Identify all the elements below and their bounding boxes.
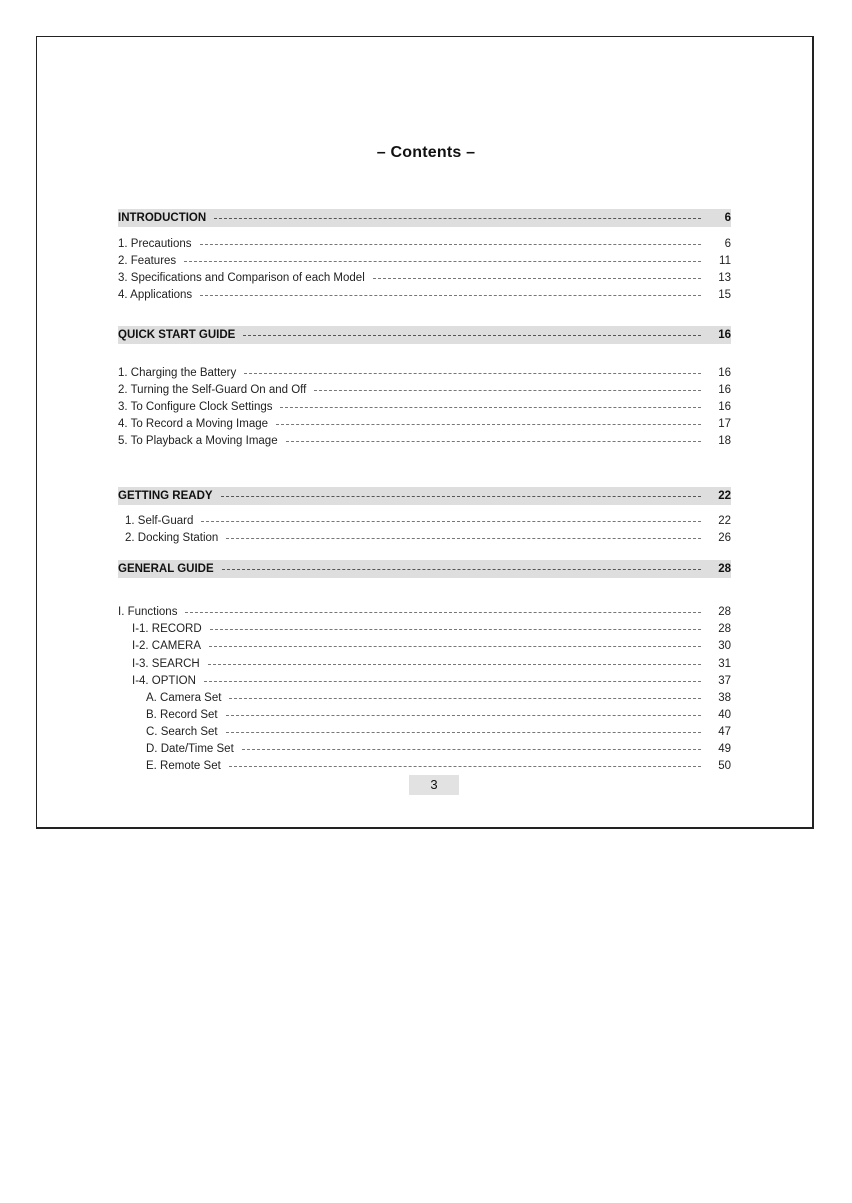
toc-entry-label: I-3. SEARCH: [132, 658, 200, 670]
toc-entry-label: I-2. CAMERA: [132, 640, 202, 652]
toc-entry-page: 16: [718, 367, 731, 379]
toc-entry[interactable]: [118, 269, 731, 287]
dotted-leader: [226, 715, 701, 716]
toc-entry[interactable]: [132, 620, 731, 638]
toc-entry[interactable]: [132, 672, 731, 690]
toc-entry[interactable]: [146, 689, 731, 707]
dotted-leader: [209, 646, 701, 647]
toc-entry-label: INTRODUCTION: [118, 212, 207, 224]
toc-entry-page: 28: [718, 606, 731, 618]
toc-entry-label: GETTING READY: [118, 490, 213, 502]
toc-entry-label: 2. Turning the Self-Guard On and Off: [118, 384, 307, 396]
dotted-leader: [222, 569, 701, 570]
dotted-leader: [208, 664, 701, 665]
toc-entry-page: 47: [718, 726, 731, 738]
toc-entry-label: I. Functions: [118, 606, 178, 618]
dotted-leader: [226, 538, 701, 539]
toc-entry-page: 11: [719, 255, 731, 267]
dotted-leader: [201, 521, 701, 522]
toc-entry[interactable]: [146, 723, 731, 741]
toc-entry[interactable]: [118, 415, 731, 433]
dotted-leader: [244, 373, 701, 374]
toc-entry[interactable]: [146, 740, 731, 758]
toc-entry-page: 16: [718, 401, 731, 413]
toc-entry-label: 1. Charging the Battery: [118, 367, 237, 379]
toc-entry[interactable]: [118, 235, 731, 253]
toc-entry[interactable]: [125, 512, 731, 530]
dotted-leader: [184, 261, 701, 262]
toc-section-introduction[interactable]: [118, 209, 731, 227]
toc-entry-label: 4. Applications: [118, 289, 193, 301]
toc-entry-page: 16: [718, 329, 731, 341]
toc-entry-page: 28: [718, 563, 731, 575]
toc-entry-label: 1. Self-Guard: [125, 515, 194, 527]
dotted-leader: [314, 390, 701, 391]
toc-entry[interactable]: [118, 381, 731, 399]
toc-entry-page: 30: [718, 640, 731, 652]
dotted-leader: [210, 629, 701, 630]
dotted-leader: [200, 295, 701, 296]
toc-entry-label: 2. Docking Station: [125, 532, 219, 544]
page-title: – Contents –: [376, 144, 476, 161]
dotted-leader: [204, 681, 701, 682]
dotted-leader: [276, 424, 701, 425]
toc-section-quick-start-guide[interactable]: [118, 326, 731, 344]
toc-entry-label: 2. Features: [118, 255, 177, 267]
toc-entry-page: 31: [718, 658, 731, 670]
toc-entry[interactable]: [132, 637, 731, 655]
dotted-leader: [286, 441, 701, 442]
toc-entry-label: E. Remote Set: [146, 760, 221, 772]
toc-entry-label: I-1. RECORD: [132, 623, 202, 635]
dotted-leader: [242, 749, 701, 750]
toc-entry[interactable]: [146, 706, 731, 724]
toc-entry-page: 17: [718, 418, 731, 430]
toc-entry[interactable]: [125, 529, 731, 547]
toc-section-getting-ready[interactable]: [118, 487, 731, 505]
page-number: 3: [409, 775, 459, 795]
toc-entry-label: D. Date/Time Set: [146, 743, 234, 755]
toc-entry-page: 49: [718, 743, 731, 755]
dotted-leader: [229, 698, 701, 699]
toc-entry[interactable]: [118, 603, 731, 621]
toc-entry[interactable]: [132, 655, 731, 673]
toc-entry-label: QUICK START GUIDE: [118, 329, 236, 341]
dotted-leader: [185, 612, 701, 613]
toc-entry-label: 3. To Configure Clock Settings: [118, 401, 273, 413]
toc-entry-label: 1. Precautions: [118, 238, 192, 250]
toc-entry-page: 18: [718, 435, 731, 447]
toc-section-general-guide[interactable]: [118, 560, 731, 578]
toc-entry-label: B. Record Set: [146, 709, 218, 721]
dotted-leader: [229, 766, 701, 767]
toc-entry[interactable]: [118, 432, 731, 450]
toc-entry-page: 26: [718, 532, 731, 544]
toc-entry-label: A. Camera Set: [146, 692, 222, 704]
toc-entry-page: 15: [718, 289, 731, 301]
toc-entry-page: 6: [724, 212, 731, 224]
toc-entry[interactable]: [118, 286, 731, 304]
toc-entry-page: 50: [718, 760, 731, 772]
toc-entry-label: 3. Specifications and Comparison of each Model: [118, 272, 365, 284]
toc-entry-label: 5. To Playback a Moving Image: [118, 435, 278, 447]
dotted-leader: [226, 732, 701, 733]
toc-entry-page: 6: [724, 238, 731, 250]
toc-entry-page: 37: [718, 675, 731, 687]
dotted-leader: [373, 278, 701, 279]
dotted-leader: [200, 244, 701, 245]
toc-entry-label: 4. To Record a Moving Image: [118, 418, 269, 430]
dotted-leader: [280, 407, 701, 408]
toc-entry-page: 28: [718, 623, 731, 635]
toc-entry-page: 16: [718, 384, 731, 396]
toc-entry-label: C. Search Set: [146, 726, 218, 738]
toc-entry[interactable]: [146, 757, 731, 775]
toc-entry-page: 40: [718, 709, 731, 721]
toc-entry-page: 22: [718, 490, 731, 502]
dotted-leader: [243, 335, 701, 336]
toc-entry[interactable]: [118, 252, 731, 270]
toc-entry-label: I-4. OPTION: [132, 675, 196, 687]
dotted-leader: [214, 218, 701, 219]
toc-entry-page: 22: [718, 515, 731, 527]
toc-entry-page: 38: [718, 692, 731, 704]
toc-entry[interactable]: [118, 398, 731, 416]
toc-entry[interactable]: [118, 364, 731, 382]
toc-entry-page: 13: [718, 272, 731, 284]
toc-entry-label: GENERAL GUIDE: [118, 563, 214, 575]
dotted-leader: [221, 496, 701, 497]
